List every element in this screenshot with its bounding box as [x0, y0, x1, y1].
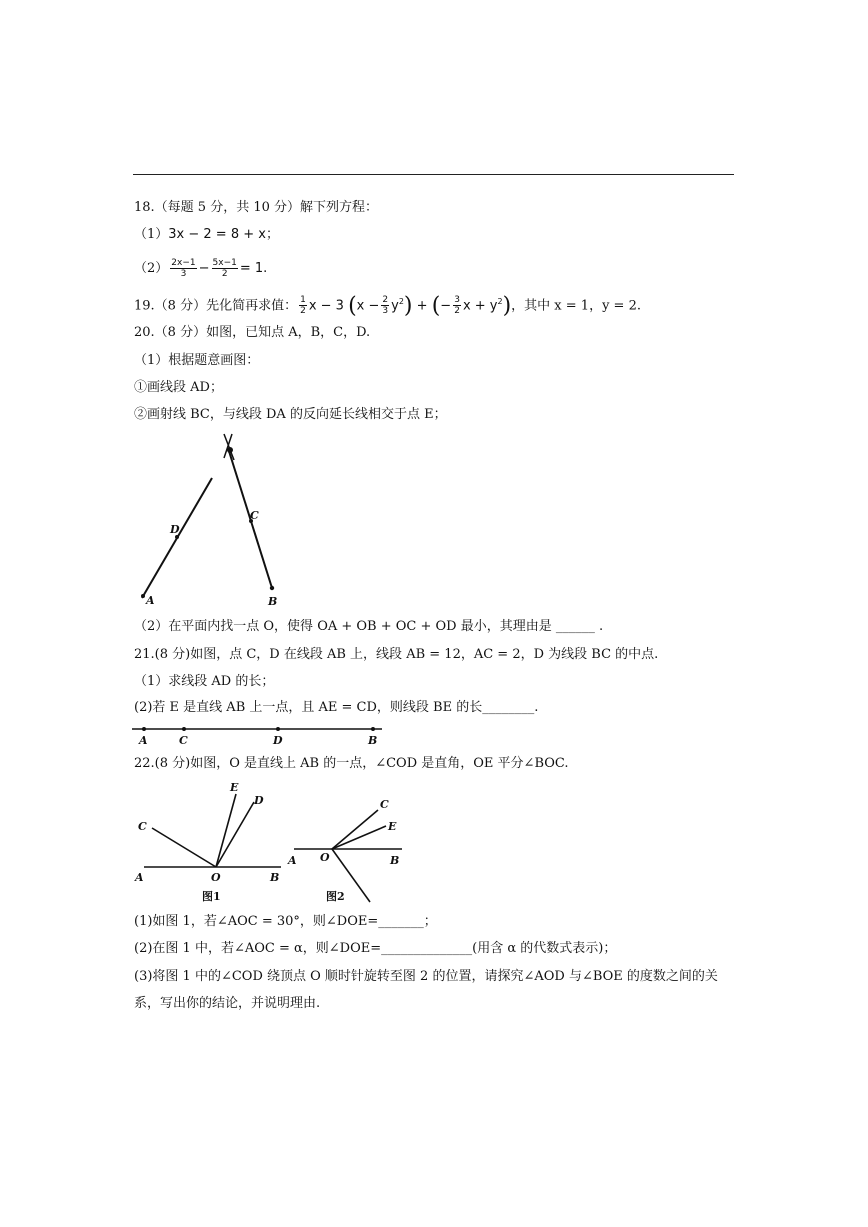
q18-part1	[134, 227, 279, 243]
q22-part3-line1: (3)将图 1 中的∠COD 绕顶点 O 顺时针旋转至图 2 的位置，请探究∠AOD 与∠BOE 的度数之间的关	[134, 969, 718, 984]
q19-term-1: x − 3	[308, 298, 344, 314]
q19-term-6: x + y	[462, 298, 498, 314]
q18-fraction-1-denominator: 3	[180, 269, 187, 279]
q19-fraction-three-halves-num: 3	[454, 295, 460, 306]
q21-point-c	[182, 727, 186, 731]
q19-line	[134, 293, 641, 319]
q22a-label-b: B	[270, 871, 280, 884]
q21-point-b	[371, 727, 375, 731]
q19-fraction-three-halves	[453, 295, 461, 316]
q19-paren-open-2: (	[431, 293, 441, 319]
q19-suffix: ，其中 x = 1，y = 2.	[511, 298, 641, 314]
q19-square-2: 2	[497, 297, 503, 306]
q22b-label-b: B	[390, 854, 400, 867]
q18-part1-label: （1）	[134, 227, 169, 242]
q18-fraction-1-numerator: 2x−1	[171, 258, 196, 268]
q20-point-a	[141, 594, 145, 598]
q20-part1: （1）根据题意画图：	[134, 353, 260, 368]
q20-label-c: C	[250, 509, 259, 522]
q19-paren-close-2: )	[502, 293, 512, 319]
q18-fraction-1	[170, 258, 196, 279]
q22b-label-e: E	[388, 820, 397, 833]
q19-fraction-half	[299, 295, 307, 316]
q18-part2-rest: = 1.	[239, 261, 268, 276]
q21-label-b: B	[368, 734, 378, 747]
q19-fraction-two-thirds-den: 3	[382, 306, 389, 317]
q20-label-b: B	[268, 595, 278, 608]
q21-point-a	[142, 727, 146, 731]
q19-paren-open-1: (	[348, 293, 357, 319]
q22a-label-o: O	[211, 871, 221, 884]
q22b-caption: 图2	[326, 890, 345, 903]
q22-part2: (2)在图 1 中，若∠AOC = α，则∠DOE=______________(用含 α 的代数式表示)；	[134, 941, 617, 956]
q21-figure	[130, 722, 390, 746]
q20-part2: （2）在平面内找一点 O，使得 OA + OB + OC + OD 最小，其理由是 ______ .	[134, 619, 604, 634]
q19-term-2: x −	[356, 298, 380, 314]
q21-label-a: A	[139, 734, 148, 747]
q20-tick-1	[224, 434, 234, 460]
q19-square-1: 2	[398, 297, 404, 306]
q21-part1: （1）求线段 AD 的长；	[134, 674, 275, 689]
q20-label-d: D	[170, 523, 180, 536]
q19-plus: +	[416, 298, 428, 314]
q22a-label-e: E	[230, 781, 239, 794]
q22a-ray-oe	[216, 794, 236, 867]
q20-header: 20.（8 分）如图，已知点 A，B，C，D.	[134, 325, 371, 340]
q18-fraction-2-numerator: 5x−1	[212, 258, 237, 268]
q19-neg: −	[440, 298, 452, 314]
q18-part2	[134, 258, 267, 279]
q20-figure	[130, 430, 300, 610]
q18-header: 18.（每题 5 分，共 10 分）解下列方程：	[134, 200, 379, 215]
header-rule	[133, 174, 734, 175]
q22a-ray-od	[216, 802, 254, 867]
q22a-label-a: A	[135, 871, 144, 884]
q20-step1: ①画线段 AD；	[134, 380, 223, 395]
q22-figure-1	[130, 778, 290, 904]
q22-part3-line2: 系，写出你的结论，并说明理由.	[134, 996, 321, 1011]
q19-fraction-two-thirds	[381, 295, 389, 316]
q18-fraction-2-denominator: 2	[221, 269, 228, 279]
q19-prefix: 19.（8 分）先化简再求值：	[134, 298, 298, 314]
q22b-ray-oe	[332, 826, 386, 849]
q18-minus: −	[198, 261, 210, 276]
q19-fraction-half-num: 1	[300, 295, 306, 306]
q21-point-d	[276, 727, 280, 731]
q22b-label-o: O	[320, 851, 330, 864]
q18-part1-equation: 3x − 2 = 8 + x；	[168, 227, 279, 242]
q22a-label-d: D	[254, 794, 264, 807]
q22b-label-a: A	[288, 854, 297, 867]
q21-label-c: C	[179, 734, 188, 747]
q20-point-b	[270, 586, 274, 590]
q22b-label-c: C	[380, 798, 389, 811]
q21-part2: (2)若 E 是直线 AB 上一点，且 AE = CD，则线段 BE 的长________.	[134, 700, 539, 715]
q22a-caption: 图1	[202, 890, 221, 903]
q19-fraction-two-thirds-num: 2	[382, 295, 389, 306]
q19-term-3: y	[391, 298, 399, 314]
q22a-ray-oc	[152, 828, 216, 867]
q19-fraction-three-halves-den: 2	[454, 306, 460, 317]
q21-header: 21.(8 分)如图，点 C，D 在线段 AB 上，线段 AB = 12，AC = 2，D 为线段 BC 的中点.	[134, 647, 659, 662]
q18-part2-label: （2）	[134, 261, 169, 276]
q22-header: 22.(8 分)如图，O 是直线上 AB 的一点，∠COD 是直角，OE 平分∠BOC.	[134, 756, 569, 771]
q22b-ray-oc	[332, 810, 378, 849]
q18-fraction-2	[212, 258, 238, 279]
q19-fraction-half-den: 2	[300, 306, 306, 317]
q20-label-a: A	[146, 594, 155, 607]
q21-label-d: D	[273, 734, 283, 747]
q20-step2: ②画射线 BC，与线段 DA 的反向延长线相交于点 E；	[134, 407, 447, 422]
q22a-label-c: C	[138, 820, 147, 833]
q19-paren-close-1: )	[403, 293, 413, 319]
q22-part1: (1)如图 1，若∠AOC = 30°，则∠DOE=_______；	[134, 914, 437, 929]
q20-top-point	[227, 447, 233, 453]
q22-figure-2	[284, 790, 410, 908]
